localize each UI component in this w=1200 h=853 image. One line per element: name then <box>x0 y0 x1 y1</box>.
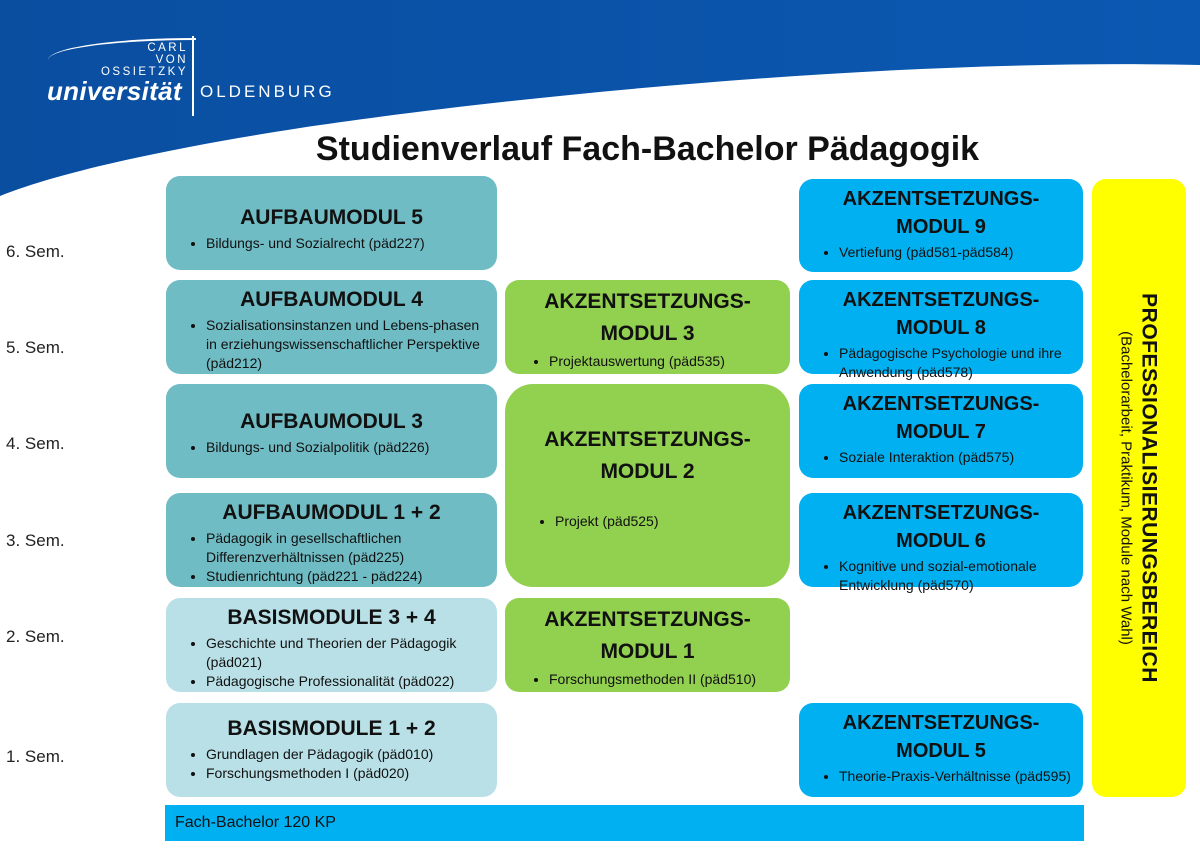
module-item: • Sozialisationsinstanzen und Lebens-phasen in erziehungswissenschaftlicher Perspektive (päd212) <box>206 316 487 373</box>
semester-label-4: 4. Sem. <box>6 434 65 453</box>
module-title-line-1: AKZENTSETZUNGS- <box>842 393 1040 415</box>
module-akzent-5 <box>799 703 1083 797</box>
semester-label-6: 6. Sem. <box>6 242 65 261</box>
logo-oldenburg: OLDENBURG <box>200 82 335 101</box>
module-title-line-2: MODUL 7 <box>896 421 986 443</box>
module-title-line-1: AKZENTSETZUNGS- <box>842 712 1040 734</box>
module-title-line-2: MODUL 5 <box>896 740 986 762</box>
module-aufbau-5 <box>166 176 497 270</box>
module-title-line-2: MODUL 9 <box>896 216 986 238</box>
module-item: • Geschichte und Theorien der Pädagogik (päd021) <box>206 634 487 672</box>
module-akzent-7 <box>799 384 1083 478</box>
logo-line-von: VON <box>155 54 188 66</box>
module-title-line-1: AKZENTSETZUNGS- <box>842 188 1040 210</box>
module-title: AUFBAUMODUL 5 <box>240 206 423 229</box>
module-title-line-1: AKZENTSETZUNGS- <box>544 428 751 451</box>
logo-divider <box>192 36 194 116</box>
module-item: • Projektauswertung (päd535) <box>549 352 780 371</box>
module-item: • Forschungsmethoden II (päd510) <box>549 670 780 689</box>
module-akzent-3 <box>505 280 790 374</box>
module-item: • Pädagogische Psychologie und ihre Anwendung (päd578) <box>839 344 1073 382</box>
module-basis-3-4 <box>166 598 497 692</box>
module-title: BASISMODULE 3 + 4 <box>227 606 436 629</box>
footer-credits-bar: Fach-Bachelor 120 KP <box>165 805 1084 841</box>
logo-line-carl: CARL <box>147 42 188 54</box>
module-akzent-2 <box>505 384 790 587</box>
module-title-line-2: MODUL 1 <box>600 640 695 663</box>
semester-label-1: 1. Sem. <box>6 747 65 766</box>
professional-text <box>1118 188 1161 788</box>
module-title-line-1: AKZENTSETZUNGS- <box>544 290 751 313</box>
module-item: • Kognitive und sozial-emotionale Entwicklung (päd570) <box>839 557 1073 595</box>
module-title-line-2: MODUL 6 <box>896 530 986 552</box>
semester-label-3: 3. Sem. <box>6 531 65 550</box>
module-item: • Vertiefung (päd581-päd584) <box>839 243 1073 262</box>
module-title-line-1: AKZENTSETZUNGS- <box>544 608 751 631</box>
module-item: • Projekt (päd525) <box>555 512 780 531</box>
module-akzent-6 <box>799 493 1083 593</box>
university-logo <box>0 0 360 130</box>
module-title: AUFBAUMODUL 4 <box>240 288 423 311</box>
module-item: • Theorie-Praxis-Verhältnisse (päd595) <box>839 767 1073 786</box>
module-title-line-1: AKZENTSETZUNGS- <box>842 289 1040 311</box>
module-item: • Pädagogik in gesellschaftlichen Differenzverhältnissen (päd225) <box>206 529 487 567</box>
module-title-line-2: MODUL 8 <box>896 317 986 339</box>
module-aufbau-4 <box>166 280 497 374</box>
module-aufbau-1-2 <box>166 493 497 587</box>
semester-label-5: 5. Sem. <box>6 338 65 357</box>
module-title-line-2: MODUL 2 <box>600 460 695 483</box>
module-title-line-2: MODUL 3 <box>600 322 695 345</box>
semester-label-2: 2. Sem. <box>6 627 65 646</box>
professional-title: PROFESSIONALISIERUNGSBEREICH <box>1137 293 1161 683</box>
logo-universitaet: universität <box>47 76 182 106</box>
module-akzent-1 <box>505 598 790 692</box>
module-item: • Forschungsmethoden I (päd020) <box>206 764 487 783</box>
professional-subtitle: (Bachelorarbeit, Praktikum, Module nach Wahl) <box>1117 331 1135 645</box>
module-basis-1-2 <box>166 703 497 797</box>
module-title: AUFBAUMODUL 3 <box>240 410 423 433</box>
module-item: • Soziale Interaktion (päd575) <box>839 448 1073 467</box>
logo-line-ossietzky: OSSIETZKY <box>100 66 188 78</box>
module-aufbau-3 <box>166 384 497 478</box>
professional-area <box>1092 179 1186 797</box>
module-title: AUFBAUMODUL 1 + 2 <box>222 501 441 524</box>
module-title-line-1: AKZENTSETZUNGS- <box>842 502 1040 524</box>
module-item: • Grundlagen der Pädagogik (päd010) <box>206 745 487 764</box>
module-akzent-8 <box>799 280 1083 380</box>
module-item: • Bildungs- und Sozialrecht (päd227) <box>206 234 487 253</box>
module-akzent-9 <box>799 179 1083 272</box>
module-item: • Studienrichtung (päd221 - päd224) <box>206 567 487 586</box>
page-title: Studienverlauf Fach-Bachelor Pädagogik <box>315 130 980 168</box>
module-item: • Pädagogische Professionalität (päd022) <box>206 672 487 691</box>
module-item: • Bildungs- und Sozialpolitik (päd226) <box>206 438 487 457</box>
module-title: BASISMODULE 1 + 2 <box>227 717 436 740</box>
